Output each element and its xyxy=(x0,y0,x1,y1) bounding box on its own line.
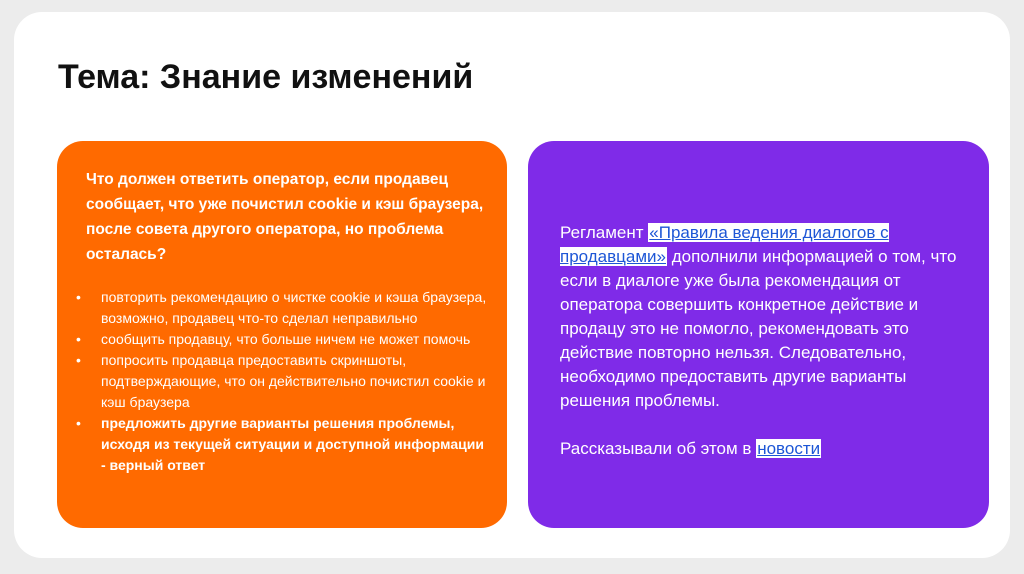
regulation-link[interactable]: «Правила ведения диалогов с продавцами» xyxy=(560,223,889,266)
news-link[interactable]: новости xyxy=(757,439,821,458)
question-card xyxy=(57,141,507,528)
answer-option-text: попросить продавца предоставить скриншоты, подтверждающие, что он действительно почистил cookie и кэш браузера xyxy=(101,352,486,410)
question-text: Что должен ответить оператор, если продавец сообщает, что уже почистил cookie и кэш браузера, после совета другого оператора, но проблема осталась? xyxy=(86,171,484,263)
bullet-icon: • xyxy=(76,352,81,368)
info-card xyxy=(528,141,989,528)
answer-option-text: предложить другие варианты решения проблемы, исходя из текущей ситуации и доступной информации - верный ответ xyxy=(101,415,484,473)
bullet-icon: • xyxy=(76,331,81,347)
answer-option-1 xyxy=(76,287,487,329)
answer-option-2 xyxy=(76,329,487,350)
regulation-paragraph xyxy=(560,221,963,413)
bullet-icon: • xyxy=(76,415,81,431)
slide-title: Тема: Знание изменений xyxy=(58,58,474,96)
answer-option-text: повторить рекомендацию о чистке cookie и кэша браузера, возможно, продавец что-то сделал неправильно xyxy=(101,289,487,326)
news-prefix: Рассказывали об этом в xyxy=(560,439,757,458)
bullet-icon: • xyxy=(76,289,81,305)
answer-option-4-correct xyxy=(76,413,487,476)
answer-option-3 xyxy=(76,350,487,413)
answer-option-text: сообщить продавцу, что больше ничем не может помочь xyxy=(101,331,471,347)
regulation-prefix: Регламент xyxy=(560,223,649,242)
regulation-body: дополнили информацией о том, что если в диалоге уже была рекомендация от оператора совершить конкретное действие и продацу это не помогло, рекомендовать это действие повторно нельзя. Следовательно, необходимо предоставить другие варианты решения проблемы. xyxy=(560,247,957,410)
news-paragraph xyxy=(560,437,963,461)
slide xyxy=(14,12,1010,558)
answer-options-list xyxy=(76,287,487,476)
